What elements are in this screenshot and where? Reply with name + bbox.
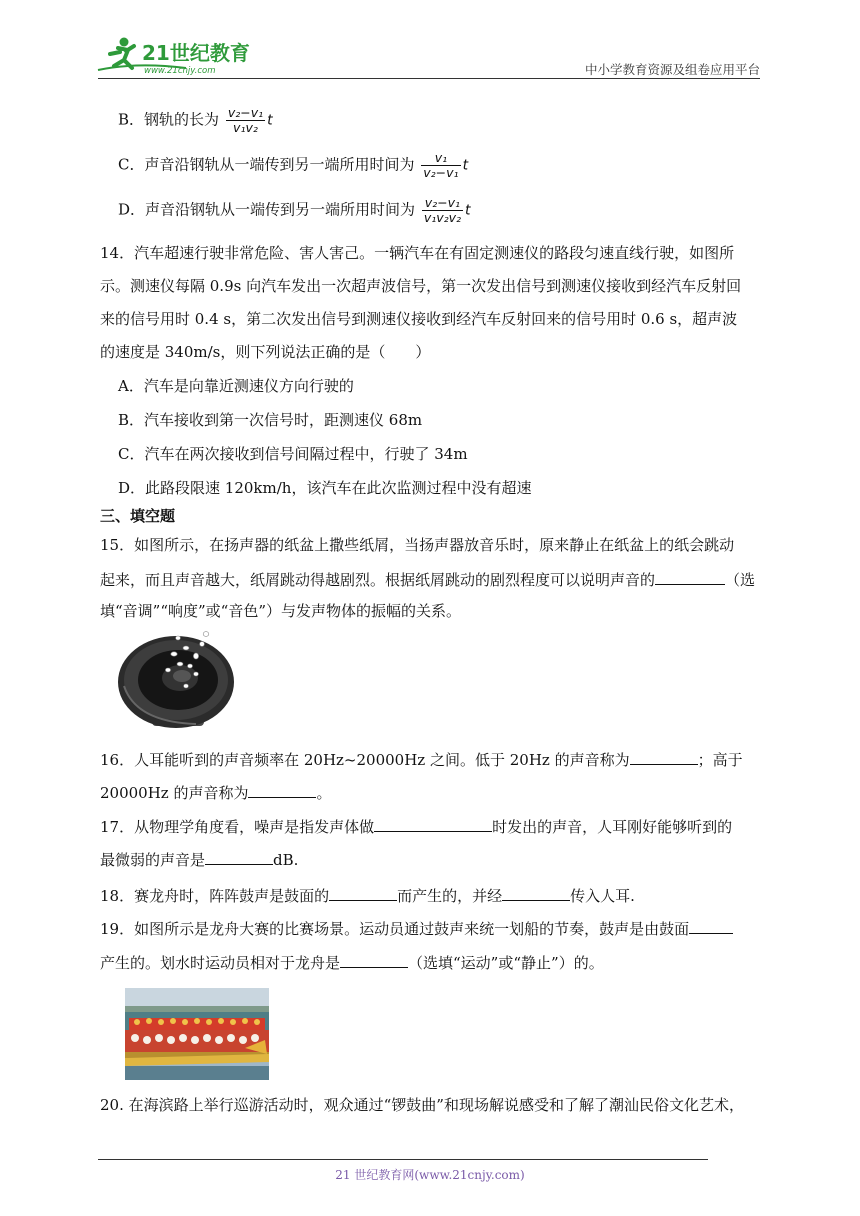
footer-site-link[interactable]: 21 世纪教育网(www.21cnjy.com) [335,1168,525,1182]
q13-option-b-fraction: $\frac{\text{v₂−v₁}}{\text{v₁v₂}}$ [227,105,264,135]
q20-text-line-1: 20. 在海滨路上举行巡游活动时，观众通过“锣鼓曲”和现场解说感受和了解了潮汕民俗文化艺术， [100,1096,744,1114]
q18-text: 18．赛龙舟时，阵阵鼓声是鼓面的 而产生的，并经 传入人耳. [100,884,772,906]
q14-option-d: D．此路段限速 120km/h，该汽车在此次监测过程中没有超速 [118,479,532,497]
q13-option-d: D．声音沿钢轨从一端传到另一端所用时间为 $\frac{\text{v₂−v₁}}{\text{v₁v₂v₂}}$ t [118,195,471,225]
dragon-boat-race-photo [125,988,269,1080]
q19-answer-blank-2[interactable] [340,951,408,968]
q17-answer-blank-1[interactable] [374,815,492,832]
q17-answer-blank-2[interactable] [205,848,273,865]
header-divider [98,78,760,79]
q15-text-line-3: 填“音调”“响度”或“音色”）与发声物体的振幅的关系。 [100,602,462,620]
q18-answer-blank-1[interactable] [329,884,397,901]
header-platform-text: 中小学教育资源及组卷应用平台 [584,62,760,77]
dragon-boat-photo-icon [125,988,269,1080]
q13-option-c-text: C．声音沿钢轨从一端传到另一端所用时间为 [118,155,415,174]
q13-option-d-text: D．声音沿钢轨从一端传到另一端所用时间为 [118,200,416,219]
site-logo [96,34,266,76]
q14-text-line-3: 来的信号用时 0.4 s，第二次发出信号到测速仪接收到经汽车反射回来的信号用时 0.6 s，超声波 [100,310,738,328]
q16-text-line-1: 16．人耳能听到的声音频率在 20Hz~20000Hz 之间。低于 20Hz 的声音称为 ；高于 [100,748,772,770]
q14-text-line-4: 的速度是 340m/s，则下列说法正确的是（ ） [100,343,431,361]
logo-text: 21世纪教育 [142,41,250,65]
q13-option-c: C．声音沿钢轨从一端传到另一端所用时间为 $\frac{\text{v₁}}{\text{v₂−v₁}}$ t [118,150,469,180]
q14-text-line-2: 示。测速仪每隔 0.9s 向汽车发出一次超声波信号，第一次发出信号到测速仪接收到经汽车反射回 [100,277,742,295]
speaker-image [116,626,236,730]
q18-answer-blank-2[interactable] [502,884,570,901]
q13-option-c-fraction: $\frac{\text{v₁}}{\text{v₂−v₁}}$ [423,150,459,180]
footer-divider [98,1159,708,1160]
q19-text-line-1: 19．如图所示是龙舟大赛的比赛场景。运动员通过鼓声来统一划船的节奏，鼓声是由鼓面 [100,917,772,939]
q15-text-line-2: 起来，而且声音越大，纸屑跳动得越剧烈。根据纸屑跳动的剧烈程度可以说明声音的 （选 [100,568,772,590]
q16-text-line-2: 20000Hz 的声音称为 。 [100,781,772,803]
q19-text-line-2: 产生的。划水时运动员相对于龙舟是 （选填“运动”或“静止”）的。 [100,951,772,973]
loudspeaker-illustration-icon [116,626,236,730]
q16-answer-blank-1[interactable] [630,748,698,765]
q14-option-a: A．汽车是向靠近测速仪方向行驶的 [118,377,354,395]
q14-text-line-1: 14．汽车超速行驶非常危险、害人害己。一辆汽车在有固定测速仪的路段匀速直线行驶，如图所 [100,244,735,262]
q15-answer-blank[interactable] [655,568,725,585]
q15-text-line-1: 15．如图所示，在扬声器的纸盆上撒些纸屑，当扬声器放音乐时，原来静止在纸盆上的纸会跳动 [100,536,735,554]
q13-option-b: B．钢轨的长为 $\frac{\text{v₂−v₁}}{\text{v₁v₂}}$ t [118,105,273,135]
runner-logo-icon [96,34,266,76]
section-heading-fill-in: 三、填空题 [100,507,176,525]
q17-text-line-2: 最微弱的声音是 dB. [100,848,772,870]
logo-url: www.21cnjy.com [144,66,216,76]
q13-option-b-text: B．钢轨的长为 [118,110,220,129]
q17-text-line-1: 17．从物理学角度看，噪声是指发声体做 时发出的声音，人耳刚好能够听到的 [100,815,772,837]
q14-option-b: B．汽车接收到第一次信号时，距测速仪 68m [118,411,423,429]
q13-option-d-fraction: $\frac{\text{v₂−v₁}}{\text{v₁v₂v₂}}$ [423,195,462,225]
q16-answer-blank-2[interactable] [248,781,316,798]
q14-option-c: C．汽车在两次接收到信号间隔过程中，行驶了 34m [118,445,468,463]
q19-answer-blank-1[interactable] [689,917,733,934]
